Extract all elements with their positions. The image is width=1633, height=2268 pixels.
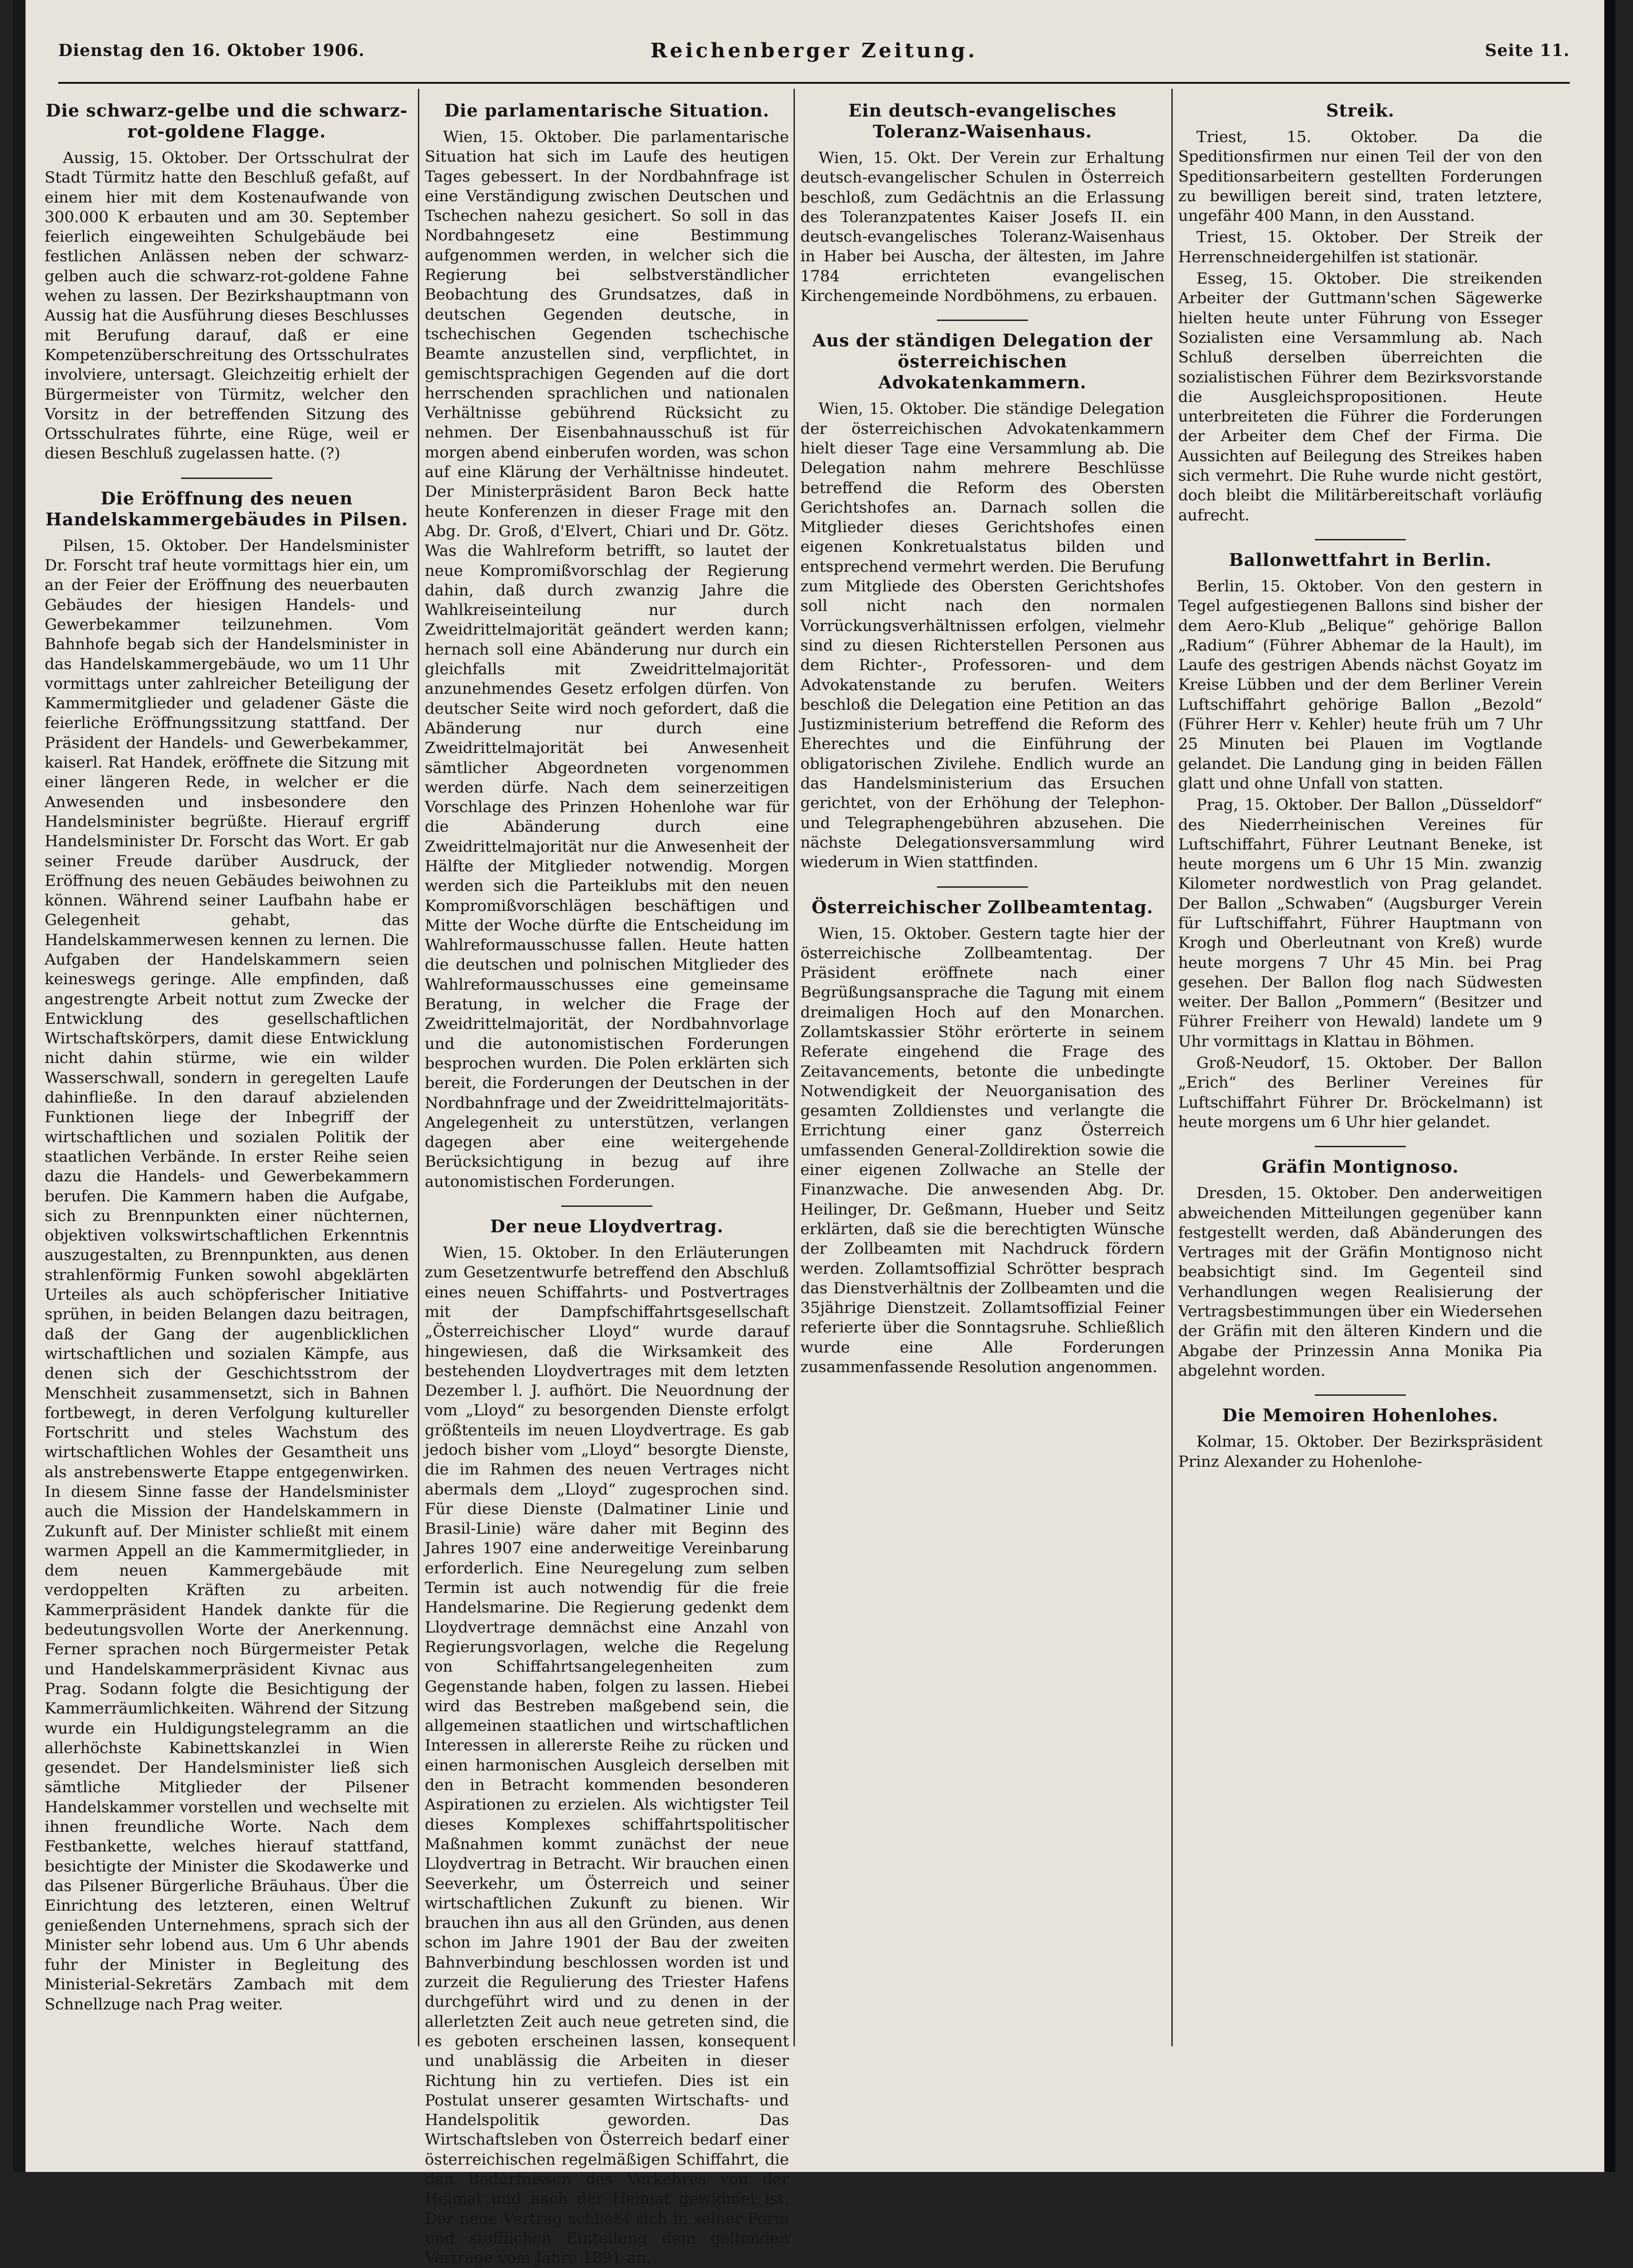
article-title: Ballonwettfahrt in Berlin. bbox=[1229, 549, 1492, 570]
article bbox=[45, 100, 409, 464]
article bbox=[1178, 549, 1542, 1132]
article-title: Die schwarz-gelbe und die schwarz-rot-goldene Flagge. bbox=[46, 100, 408, 142]
article-paragraph: Wien, 15. Oktober. Gestern tagte hier der österreichische Zollbeamtentag. Der Präsident eröffnete nach einer Begrüßungsansprache die Tagung mit einem dreimaligen Hoch auf den Monarchen. Zollamtskassier Stöhr erörterte in seinem Referate eingehend die Frage des Zeitavancements, betonte die unbedingte Notwendigkeit der Neuorganisation des gesamten Zolldienstes und verlangte die Errichtung einer ganz Österreich umfassenden General-Zolldirektion sowie die einer eigenen Zollwache an Stelle der Finanzwache. Die anwesenden Abg. Dr. Heilinger, Dr. Geßmann, Hueber und Seitz erklärten, daß sie die berechtigten Wünsche der Zollbeamten mit Nachdruck fördern werden. Zollamtsoffizial Schrötter besprach das Dienstverhältnis der Zollbeamten und die 35jährige Dienstzeit. Zollamtsoffizial Feiner referierte über die Sonntagsruhe. Schließlich wurde eine Alle Forderungen zusammenfassende Resolution angenommen. bbox=[800, 924, 1165, 1377]
article-separator bbox=[181, 478, 272, 479]
article-paragraph: Aussig, 15. Oktober. Der Ortsschulrat der Stadt Türmitz hatte den Beschluß gefaßt, auf einem hier mit dem Kostenaufwande von 300.000 K erbauten und am 30. September feierlich eingeweihten Schulgebäude bei festlichen Anlässen neben der schwarz-gelben auch die schwarz-rot-goldene Fahne wehen zu lassen. Der Bezirkshauptmann von Aussig hat die Ausführung dieses Beschlusses mit Berufung darauf, daß er eine Kompetenzüberschreitung des Ortsschulrates involviere, untersagt. Gleichzeitig erhielt der Bürgermeister von Türmitz, welcher den Vorsitz in der betreffenden Sitzung des Ortsschulrates führte, eine Rüge, weil er diesen Beschluß zugelassen hatte. (?) bbox=[45, 149, 409, 463]
article-paragraph: Wien, 15. Oktober. Die ständige Delegation der österreichischen Advokatenkammern hielt dieser Tage eine Versammlung ab. Die Delegation nahm mehrere Beschlüsse betreffend die Reform des Obersten Gerichtshofes an. Darnach sollen die Mitglieder dieses Gerichtshofes einen eigenen Konkretualstatus bilden und entsprechend vermehrt werden. Die Berufung zum Mitgliede des Obersten Gerichtshofes soll nicht nach den normalen Vorrückungsverhältnissen erfolgen, vielmehr sind zu diesen Richterstellen Personen aus dem Richter-, Professoren- und dem Advokatenstande zu berufen. Weiters beschloß die Delegation eine Petition an das Justizministerium betreffend die Reform des Eherechtes und die Einführung der obligatorischen Zivilehe. Endlich wurde an das Handelsministerium das Ersuchen gerichtet, von der Erhöhung der Telephon- und Telegraphengebühren abzusehen. Die nächste Delegationsversammlung wird wiederum in Wien stattfinden. bbox=[800, 400, 1165, 872]
column-rule bbox=[1171, 89, 1173, 2046]
article-separator bbox=[1315, 539, 1406, 540]
article-paragraph: Wien, 15. Okt. Der Verein zur Erhaltung deutsch-evangelischer Schulen in Österreich beschloß, zum Gedächtnis an die Erlassung des Toleranzpatentes Kaiser Josefs II. ein deutsch-evangelisches Toleranz-Waisenhaus in Haber bei Auscha, der ältesten, im Jahre 1784 errichteten evangelischen Kirchengemeinde Nordböhmens, zu erbauen. bbox=[800, 149, 1165, 305]
article bbox=[1178, 1156, 1542, 1381]
article-title: Die parlamentarische Situation. bbox=[444, 100, 770, 121]
article-title: Österreichischer Zollbeamtentag. bbox=[811, 896, 1154, 917]
article-separator bbox=[1315, 1146, 1406, 1147]
page-header bbox=[58, 18, 1570, 68]
article-title: Aus der ständigen Delegation der österreichischen Advokatenkammern. bbox=[812, 330, 1153, 393]
column-2 bbox=[425, 91, 789, 2268]
column-3 bbox=[800, 91, 1165, 2080]
article-title: Die Memoiren Hohenlohes. bbox=[1222, 1405, 1499, 1426]
article-paragraph: Kolmar, 15. Oktober. Der Bezirkspräsident Prinz Alexander zu Hohenlohe- bbox=[1178, 1433, 1542, 1471]
article-title: Der neue Lloydvertrag. bbox=[490, 1216, 724, 1237]
article-title: Streik. bbox=[1326, 100, 1395, 121]
column-rule bbox=[794, 89, 795, 2046]
article bbox=[800, 330, 1165, 872]
article-paragraph: Triest, 15. Oktober. Der Streik der Herrenschneidergehilfen ist stationär. bbox=[1178, 228, 1542, 266]
article-separator bbox=[1315, 1394, 1406, 1396]
header-rule bbox=[58, 82, 1570, 84]
scan-left-edge bbox=[13, 0, 25, 2172]
article-paragraph: Pilsen, 15. Oktober. Der Handelsminister Dr. Forscht traf heute vormittags hier ein, um an der Feier der Eröffnung des neuerbauten Gebäudes der hiesigen Handels- und Gewerbekammer teilzunehmen. Vom Bahnhofe begab sich der Handelsminister in das Handelskammergebäude, wo um 11 Uhr vormittags unter zahlreicher Beteiligung der Kammermitglieder und geladener Gäste die feierliche Eröffnungssitzung stattfand. Der Präsident der Handels- und Gewerbekammer, kaiserl. Rat Handek, eröffnete die Sitzung mit einer längeren Rede, in welcher er die Anwesenden und insbesondere den Handelsminister begrüßte. Hierauf ergriff Handelsminister Dr. Forscht das Wort. Er gab seiner Freude darüber Ausdruck, der Eröffnung des neuen Gebäudes beiwohnen zu können. Während seiner Laufbahn habe er Gelegenheit gehabt, das Handelskammerwesen kennen zu lernen. Die Aufgaben der Handelskammern seien keineswegs geringe. Alle empfinden, daß angestrengte Arbeit nottut zum Zwecke der Entwicklung des gesellschaftlichen Wirtschaftskörpers, damit diese Entwicklung nicht dahin stürme, wie ein wilder Wasserschwall, sondern in geregelten Laufe dahinfließe. In den darauf abzielenden Funktionen liege der Inbegriff der wirtschaftlichen und sozialen Politik der staatlichen Verbände. In erster Reihe seien dazu die Handels- und Gewerbekammern berufen. Die Kammern haben die Aufgabe, sich zu Brennpunkten einer nüchternen, objektiven volkswirtschaftlichen Erkenntnis auszugestalten, zu Brennpunkten, aus denen strahlenförmig Funken sowohl abgeklärten Urteiles als auch schöpferischer Initiative sprühen, in beiden Belangen dazu beitragen, daß der Gang der augenblicklichen wirtschaftlichen und sozialen Kämpfe, aus denen sich der Geschichtsstrom der Menschheit zusammensetzt, sich in Bahnen fortbewegt, in deren Verfolgung kultureller Fortschritt und steles Wachstum des wirtschaftlichen Wohles der Gesamtheit uns als anstrebenswerte Etappe entgegenwirken. In diesem Sinne fasse der Handelsminister auch die Mission der Handelskammern in Zukunft auf. Der Minister schließt mit einem warmen Appell an die Kammermitglieder, in dem neuen Kammergebäude mit verdoppelten Kräften zu arbeiten. Kammerpräsident Handek dankte für die bedeutungsvollen Worte der Anerkennung. Ferner sprachen noch Bürgermeister Petak und Handelskammerpräsident Kivnac aus Prag. Sodann folgte die Besichtigung der Kammerräumlichkeiten. Während der Sitzung wurde ein Huldigungstelegramm an die allerhöchste Kabinettskanzlei in Wien gesendet. Der Handelsminister ließ sich sämtliche Mitglieder der Pilsener Handelskammer vorstellen und wechselte mit ihnen freundliche Worte. Nach dem Festbankette, welches hierauf stattfand, besichtigte der Minister die Skodawerke und das Pilsener Bürgerliche Bräuhaus. Über die Einrichtung des letzteren, einen Weltruf genießenden Unternehmens, sprach sich der Minister sehr lobend aus. Um 6 Uhr abends fuhr der Minister in Begleitung des Ministerial-Sekretärs Zambach mit dem Schnellzuge nach Prag weiter. bbox=[45, 536, 409, 2014]
article-separator bbox=[937, 320, 1028, 321]
column-4 bbox=[1178, 91, 1542, 2080]
header-newspaper-title: Reichenberger Zeitung. bbox=[650, 39, 978, 62]
article bbox=[45, 488, 409, 2014]
article-separator bbox=[937, 886, 1028, 888]
header-page-number: Seite 11. bbox=[1485, 41, 1570, 60]
article-title: Die Eröffnung des neuen Handelskammergebäudes in Pilsen. bbox=[45, 488, 408, 529]
article-paragraph: Dresden, 15. Oktober. Den anderweitigen abweichenden Mitteilungen gegenüber kann festgestellt werden, daß Abänderungen des Vertrages mit der Gräfin Montignoso nicht beabsichtigt sind. Im Gegenteil sind Verhandlungen wegen Realisierung der Vertragsbestimmungen über ein Wiedersehen der Gräfin mit den älteren Kindern und die Abgabe der Prinzessin Anna Monika Pia abgelehnt worden. bbox=[1178, 1184, 1542, 1380]
article bbox=[800, 100, 1165, 306]
header-date: Dienstag den 16. Oktober 1906. bbox=[58, 41, 365, 60]
article-paragraph: Esseg, 15. Oktober. Die streikenden Arbeiter der Guttmann'schen Sägewerke hielten heute unter Führung von Esseger Sozialisten eine Versammlung ab. Nach Schluß derselben überreichten die sozialistischen Führer dem Bezirksvorstande die Ausgleichspropositionen. Heute unterbreiteten die Führer die Forderungen der Arbeiter dem Chef der Firma. Die Aussichten auf Beilegung des Streikes haben sich vermehrt. Die Ruhe wurde nicht gestört, doch bleibt die Militärbereitschaft vorläufig aufrecht. bbox=[1178, 270, 1542, 524]
newspaper-page bbox=[13, 0, 1615, 2268]
article-title: Gräfin Montignoso. bbox=[1262, 1156, 1459, 1177]
article bbox=[1178, 1405, 1542, 1472]
article-paragraph: Prag, 15. Oktober. Der Ballon „Düsseldorf“ des Niederrheinischen Vereines für Luftschiffahrt, Führer Leutnant Beneke, ist heute morgens um 6 Uhr 15 Min. zwanzig Kilometer nordwestlich von Prag gelandet. Der Ballon „Schwaben“ (Augsburger Verein für Luftschiffahrt, Führer Hauptmann von Krogh und Oberleutnant von Kreß) wurde heute morgens 7 Uhr 45 Min. bei Prag gesehen. Der Ballon flog nach Südwesten weiter. Der Ballon „Pommern“ (Besitzer und Führer Freiherr von Hewald) landete um 9 Uhr vormittags in Klattau in Böhmen. bbox=[1178, 796, 1542, 1051]
article-separator bbox=[561, 1205, 652, 1207]
article bbox=[1178, 100, 1542, 525]
article bbox=[800, 897, 1165, 1378]
column-1 bbox=[45, 91, 409, 2080]
article-paragraph: Groß-Neudorf, 15. Oktober. Der Ballon „Erich“ des Berliner Vereines für Luftschiffahrt Führer Dr. Bröckelmann) ist heute morgens um 6 Uhr hier gelandet. bbox=[1178, 1054, 1542, 1131]
article bbox=[425, 100, 789, 1192]
article-paragraph: Berlin, 15. Oktober. Von den gestern in Tegel aufgestiegenen Ballons sind bisher der dem Aero-Klub „Belique“ gehörige Ballon „Radium“ (Führer Abhemar de la Hault), im Laufe des gestrigen Abends nächst Goyatz im Kreise Lübben und der dem Berliner Verein Luftschiffahrt gehörige Ballon „Bezold“ (Führer Herr v. Kehler) heute früh um 7 Uhr 25 Minuten bei Plauen im Vogtlande gelandet. Die Landung ging in beiden Fällen glatt und ohne Unfall von statten. bbox=[1178, 577, 1542, 793]
article-title: Ein deutsch-evangelisches Toleranz-Waisenhaus. bbox=[848, 100, 1117, 142]
article-paragraph: Wien, 15. Oktober. In den Erläuterungen zum Gesetzentwurfe betreffend den Abschluß eines neuen Schiffahrts- und Postvertrages mit der Dampfschiffahrtsgesellschaft „Österreichischer Lloyd“ wurde darauf hingewiesen, daß die Wirksamkeit des bestehenden Lloydvertrages mit dem letzten Dezember l. J. aufhört. Die Neuordnung der vom „Lloyd“ zu besorgenden Dienste erfolgt größtenteils im neuen Lloydvertrage. Es gab jedoch bisher vom „Lloyd“ besorgte Dienste, die im Rahmen des neuen Vertrages nicht abermals dem „Lloyd“ zugesprochen sind. Für diese Dienste (Dalmatiner Linie und Brasil-Linie) wäre daher mit Beginn des Jahres 1907 eine anderweitige Vereinbarung erforderlich. Eine Neuregelung zum selben Termin ist auch notwendig für die freie Handelsmarine. Die Regierung gedenkt dem Lloydvertrage demnächst eine Anzahl von Regierungsvorlagen, welche die Regelung von Schiffahrtsangelegenheiten zum Gegenstande haben, folgen zu lassen. Hiebei wird das Bestreben maßgebend sein, die allgemeinen staatlichen und wirtschaftlichen Interessen in allererste Reihe zu rücken und einen harmonischen Ausgleich derselben mit den in Betracht kommenden besonderen Aspirationen zu erzielen. Als wichtigster Teil dieses Komplexes schiffahrtspolitischer Maßnahmen kommt zunächst der neue Lloydvertrag in Betracht. Wir brauchen einen Seeverkehr, um Österreich und seiner wirtschaftlichen Zukunft zu bienen. Wir brauchen ihn aus all den Gründen, aus denen schon im Jahre 1901 der Bau der zweiten Bahnverbindung beschlossen worden ist und zurzeit die Regulierung des Triester Hafens durchgeführt wird und zu denen in der allerletzten Zeit auch neue getreten sind, die es geboten erscheinen lassen, konsequent und unablässig die Arbeiten in dieser Richtung hin zu vertiefen. Dies ist ein Postulat unserer gesamten Wirtschafts- und Handelspolitik geworden. Das Wirtschaftsleben von Österreich bedarf einer österreichischen regelmäßigen Schiffahrt, die den Bedürfnissen des Verkehres von der Heimat und nach der Heimat gewidmet ist. Der neue Vertrag schließt sich in seiner Form und stofflichen Einteilung dem geltenden Vertrage vom Jahre 1891 an. bbox=[425, 1244, 789, 2268]
article-paragraph: Wien, 15. Oktober. Die parlamentarische Situation hat sich im Laufe des heutigen Tages gebessert. In der Nordbahnfrage ist eine Verständigung zwischen Deutschen und Tschechen nahezu gesichert. So soll in das Nordbahngesetz eine Bestimmung aufgenommen werden, in welcher sich die Regierung bei selbstverständlicher Beobachtung des Grundsatzes, daß in deutschen Gegenden deutsche, in tschechischen Gegenden tschechische Beamte anzustellen sind, verpflichtet, in gemischtsprachigen Gegenden auf die dort herrschenden sprachlichen und nationalen Verhältnisse gebührend Rücksicht zu nehmen. Der Eisenbahnausschuß ist für morgen abend einberufen worden, was schon auf eine Klärung der Verhältnisse hindeutet. Der Ministerpräsident Baron Beck hatte heute Konferenzen in dieser Frage mit den Abg. Dr. Groß, d'Elvert, Chiari und Dr. Götz. Was die Wahlreform betrifft, so lautet der neue Kompromißvorschlag der Regierung dahin, daß durch zwanzig Jahre die Wahlkreiseinteilung nur durch Zweidrittelmajorität geändert werden kann; hernach soll eine Abänderung nur durch ein gleichfalls mit Zweidrittelmajorität anzunehmendes Gesetz erfolgen dürfen. Von deutscher Seite wird noch gefordert, daß die Abänderung nur durch eine Zweidrittelmajorität bei Anwesenheit sämtlicher Abgeordneten vorgenommen werden dürfe. Nach dem seinerzeitigen Vorschlage des Prinzen Hohenlohe war für die Abänderung durch eine Zweidrittelmajorität nur die Anwesenheit der Hälfte der Mitglieder notwendig. Morgen werden sich die Parteiklubs mit den neuen Kompromißvorschlägen beschäftigen und Mitte der Woche dürfte die Entscheidung im Wahlreformausschusse fallen. Heute hatten die deutschen und polnischen Mitglieder des Wahlreformausschusses eine gemeinsame Beratung, in welcher die Frage der Zweidrittelmajorität, der Nordbahnvorlage und die autonomistischen Forderungen besprochen wurden. Die Polen erklärten sich bereit, die Forderungen der Deutschen in der Nordbahnfrage und der Zweidrittelmajoritäts-Angelegenheit zu unterstützen, verlangen dagegen aber eine weitergehende Berücksichtigung in bezug auf ihre autonomistischen Forderungen. bbox=[425, 128, 789, 1191]
column-rule bbox=[418, 89, 419, 2046]
article-paragraph: Triest, 15. Oktober. Da die Speditionsfirmen nur einen Teil der von den Speditionsarbeitern gestellten Forderungen zu bewilligen bereit sind, traten letztere, ungefähr 400 Mann, in den Ausstand. bbox=[1178, 128, 1542, 225]
scan-right-edge bbox=[1604, 0, 1615, 2172]
article bbox=[425, 1216, 789, 2268]
